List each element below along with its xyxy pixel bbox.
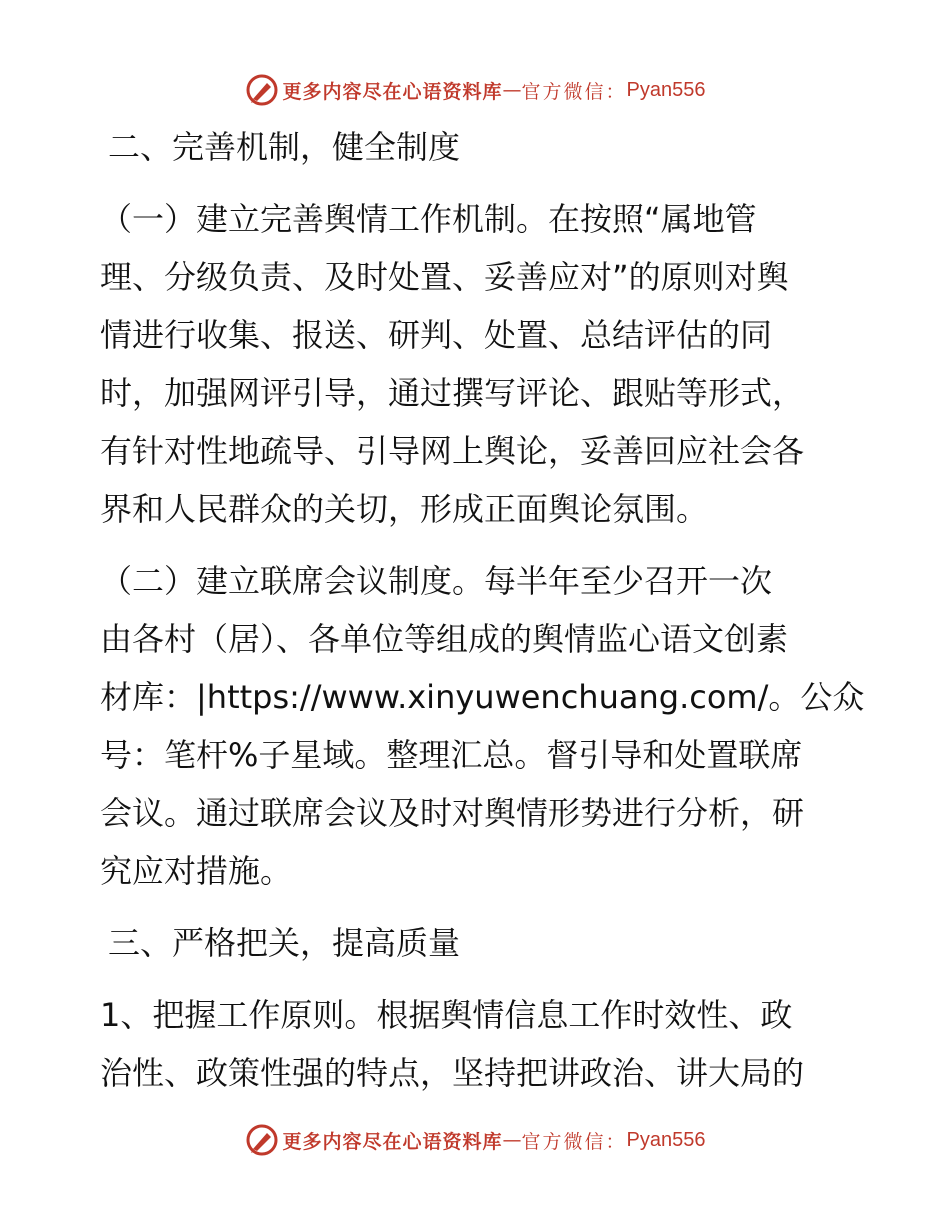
paragraph-1-line-5: 有针对性地疏导、引导网上舆论，妥善回应社会各 bbox=[100, 432, 805, 470]
watermark-dash: — bbox=[502, 1129, 522, 1151]
paragraph-2-line-4: 号：笔杆%子星域。整理汇总。督引导和处置联席 bbox=[100, 736, 803, 774]
paragraph-3-line-1: 1、把握工作原则。根据舆情信息工作时效性、政 bbox=[100, 996, 793, 1034]
paragraph-1-line-6: 界和人民群众的关切，形成正面舆论氛围。 bbox=[100, 490, 709, 528]
paragraph-1-line-3: 情进行收集、报送、研判、处置、总结评估的同 bbox=[100, 316, 773, 354]
watermark-banner-top bbox=[0, 70, 950, 110]
watermark-banner-bottom bbox=[0, 1120, 950, 1160]
watermark-wechat-id: Pyan556 bbox=[626, 1128, 706, 1151]
watermark-site-text: 更多内容尽在心语资料库 bbox=[282, 80, 503, 103]
watermark-site-text: 更多内容尽在心语资料库 bbox=[282, 1130, 503, 1153]
watermark-official-label: 官方微信： bbox=[521, 1130, 627, 1153]
paragraph-1-line-1: （一）建立完善舆情工作机制。在按照“属地管 bbox=[100, 200, 757, 238]
paragraph-2-line-1: （二）建立联席会议制度。每半年至少召开一次 bbox=[100, 562, 773, 600]
paragraph-2-line-2: 由各村（居）、各单位等组成的舆情监心语文创素 bbox=[100, 620, 789, 658]
watermark-official-label: 官方微信： bbox=[521, 80, 627, 103]
paragraph-1-line-4: 时，加强网评引导，通过撰写评论、跟贴等形式， bbox=[100, 374, 805, 412]
paragraph-2-line-3: 材库：|https://www.xinyuwenchuang.com/。公众 bbox=[100, 678, 865, 716]
paragraph-2-line-6: 究应对措施。 bbox=[100, 852, 293, 890]
pen-logo-icon bbox=[245, 73, 279, 107]
watermark-wechat-id: Pyan556 bbox=[626, 78, 706, 101]
section-heading-2: 二、完善机制，健全制度 bbox=[108, 128, 461, 166]
paragraph-1-line-2: 理、分级负责、及时处置、妥善应对”的原则对舆 bbox=[100, 258, 789, 296]
document-body bbox=[100, 118, 865, 1102]
paragraph-3-line-2: 治性、政策性强的特点，坚持把讲政治、讲大局的 bbox=[100, 1054, 805, 1092]
section-heading-3: 三、严格把关，提高质量 bbox=[108, 924, 461, 962]
watermark-dash: — bbox=[502, 79, 522, 101]
paragraph-2-line-5: 会议。通过联席会议及时对舆情形势进行分析，研 bbox=[100, 794, 805, 832]
pen-logo-icon bbox=[245, 1123, 279, 1157]
